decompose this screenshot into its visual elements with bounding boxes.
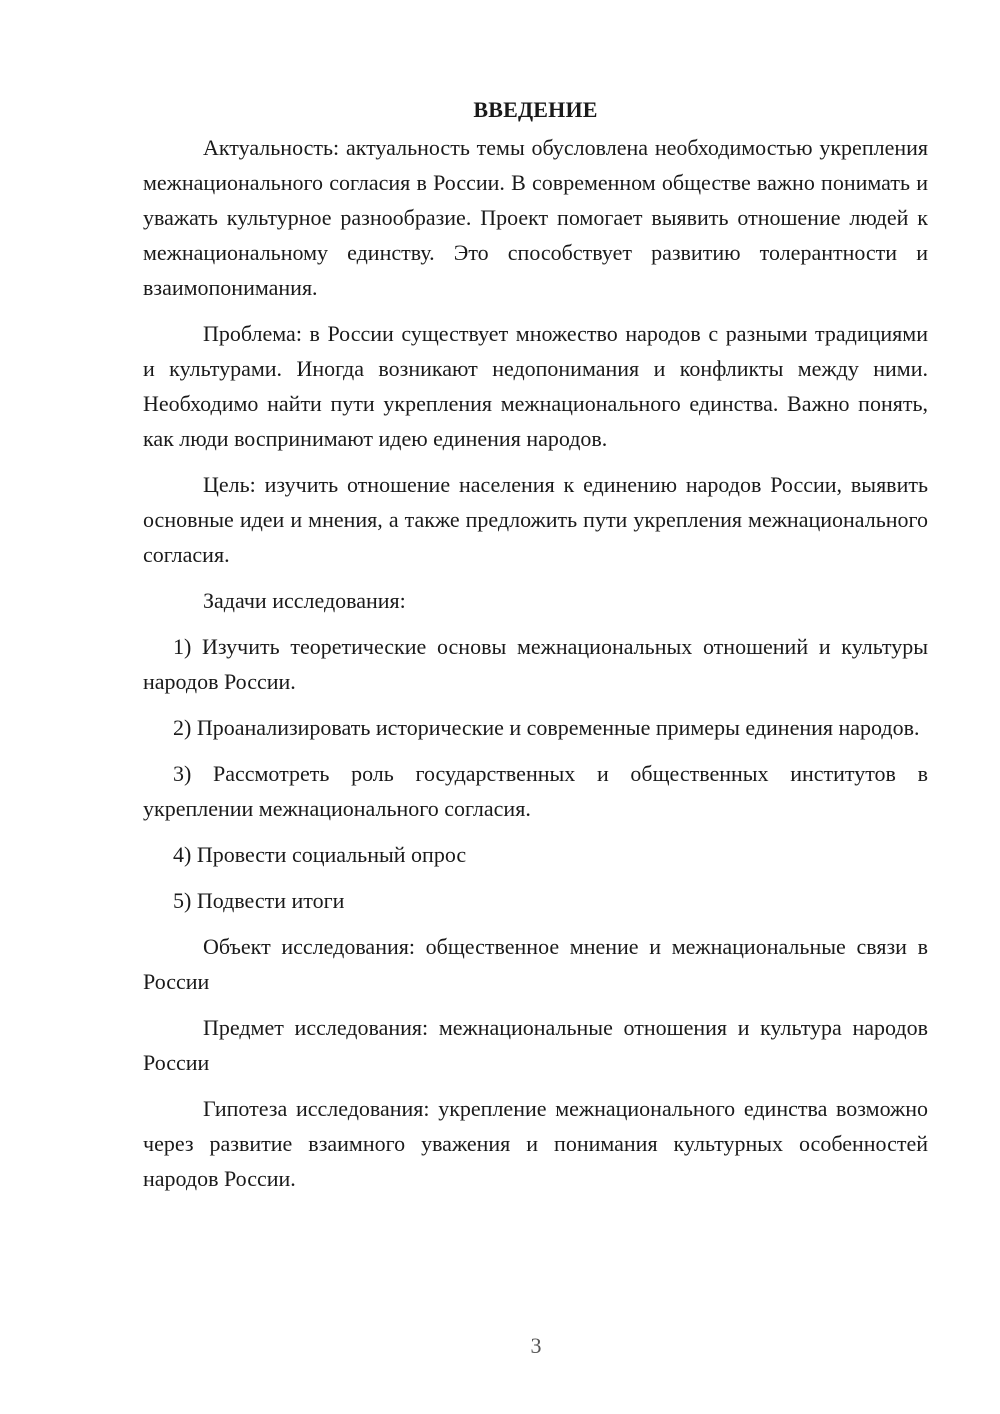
paragraph-hypothesis: Гипотеза исследования: укрепление межнационального единства возможно через развитие взаимного уважения и понимания культурных особенностей народов России. xyxy=(143,1096,928,1191)
task-item-2: 2) Проанализировать исторические и современные примеры единения народов. xyxy=(173,715,920,740)
task-item-1: 1) Изучить теоретические основы межнациональных отношений и культуры народов России. xyxy=(143,634,928,694)
page-content xyxy=(143,92,928,1196)
section-title: ВВЕДЕНИЕ xyxy=(473,97,598,122)
tasks-heading: Задачи исследования: xyxy=(203,588,406,613)
task-item-4: 4) Провести социальный опрос xyxy=(173,842,467,867)
paragraph-subject: Предмет исследования: межнациональные отношения и культура народов России xyxy=(143,1015,928,1075)
task-item-3: 3) Рассмотреть роль государственных и общественных институтов в укреплении межнационального согласия. xyxy=(143,761,928,821)
paragraph-relevance: Актуальность: актуальность темы обусловлена необходимостью укрепления межнационального согласия в России. В современном обществе важно понимать и уважать культурное разнообразие. Проект помогает выявить отношение людей к межнациональному единству. Это способствует развитию толерантности и взаимопонимания. xyxy=(143,135,928,300)
paragraph-problem: Проблема: в России существует множество народов с разными традициями и культурами. Иногда возникают недопонимания и конфликты между ними. Необходимо найти пути укрепления межнационального единства. Важно понять, как люди воспринимают идею единения народов. xyxy=(143,321,928,451)
paragraph-goal: Цель: изучить отношение населения к единению народов России, выявить основные идеи и мнения, а также предложить пути укрепления межнационального согласия. xyxy=(143,472,928,567)
paragraph-object: Объект исследования: общественное мнение и межнациональные связи в России xyxy=(143,934,928,994)
task-item-5: 5) Подвести итоги xyxy=(173,888,345,913)
page-number: 3 xyxy=(530,1333,542,1358)
